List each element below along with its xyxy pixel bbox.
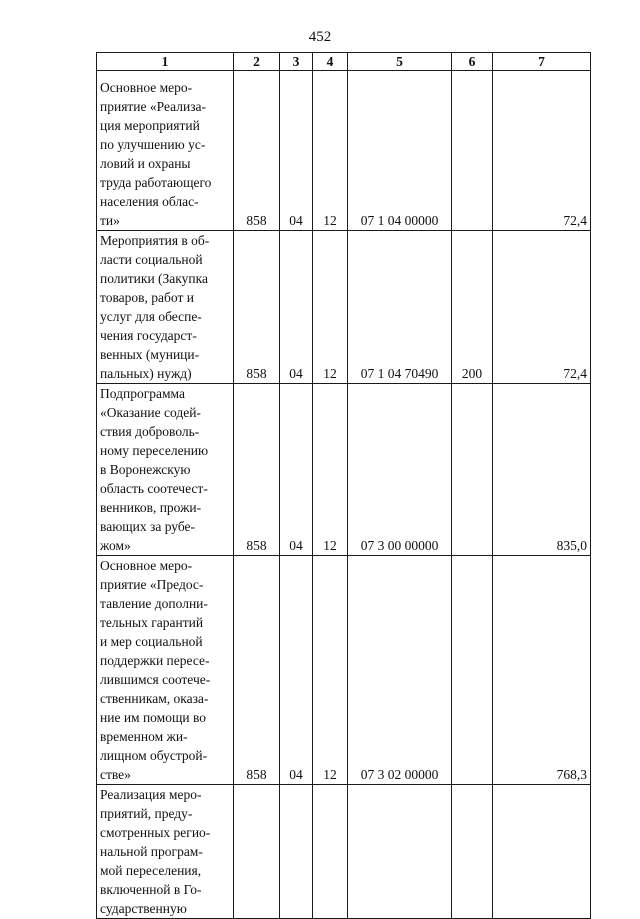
row-rz: 04	[280, 71, 313, 231]
row-pr: 12	[313, 384, 348, 556]
header-col-4: 4	[313, 53, 348, 71]
row-name: Подпрограмма «Оказание содей- ствия доброволь- ному переселению в Воронежскую область соотечест- венников, прожи- вающих за рубе- жом»	[97, 384, 234, 556]
row-vr	[452, 785, 493, 919]
row-pr: 12	[313, 231, 348, 384]
page-number: 452	[308, 29, 332, 45]
row-vr: 200	[452, 231, 493, 384]
table-row	[97, 384, 591, 556]
row-name: Реализация меро- приятий, преду- смотренных регио- нальной програм- мой переселения, включенной в Го- сударственную	[97, 785, 234, 919]
row-grbs: 858	[234, 71, 280, 231]
row-csr: 07 3 00 00000	[348, 384, 452, 556]
row-rz	[280, 785, 313, 919]
row-pr: 12	[313, 71, 348, 231]
table-row	[97, 556, 591, 785]
row-csr: 07 1 04 00000	[348, 71, 452, 231]
row-sum: 835,0	[493, 384, 591, 556]
header-col-6: 6	[452, 53, 493, 71]
row-vr	[452, 556, 493, 785]
row-csr	[348, 785, 452, 919]
row-pr	[313, 785, 348, 919]
header-col-2: 2	[234, 53, 280, 71]
row-grbs	[234, 785, 280, 919]
row-grbs: 858	[234, 231, 280, 384]
row-csr: 07 3 02 00000	[348, 556, 452, 785]
table-row	[97, 785, 591, 919]
row-rz: 04	[280, 556, 313, 785]
row-csr: 07 1 04 70490	[348, 231, 452, 384]
row-vr	[452, 71, 493, 231]
row-vr	[452, 384, 493, 556]
header-row	[97, 53, 591, 71]
row-sum: 768,3	[493, 556, 591, 785]
budget-table	[96, 52, 591, 919]
row-rz: 04	[280, 384, 313, 556]
header-col-3: 3	[280, 53, 313, 71]
header-col-7: 7	[493, 53, 591, 71]
row-sum: 72,4	[493, 231, 591, 384]
row-grbs: 858	[234, 384, 280, 556]
row-sum: 72,4	[493, 71, 591, 231]
header-col-5: 5	[348, 53, 452, 71]
row-name: Мероприятия в об- ласти социальной политики (Закупка товаров, работ и услуг для обеспе- чения государст- венных (муници- пальных) нужд)	[97, 231, 234, 384]
row-grbs: 858	[234, 556, 280, 785]
row-name: Основное меро- приятие «Предос- тавление дополни- тельных гарантий и мер социальной поддержки пересе- лившимся соотече- ственникам, оказа- ние им помощи во временном жи- лищном обустрой- стве»	[97, 556, 234, 785]
row-pr: 12	[313, 556, 348, 785]
table-row	[97, 71, 591, 231]
row-sum	[493, 785, 591, 919]
row-name: Основное меро- приятие «Реализа- ция мероприятий по улучшению ус- ловий и охраны труда работающего населения облас- ти»	[97, 71, 234, 231]
table-row	[97, 231, 591, 384]
header-col-1: 1	[97, 53, 234, 71]
row-rz: 04	[280, 231, 313, 384]
